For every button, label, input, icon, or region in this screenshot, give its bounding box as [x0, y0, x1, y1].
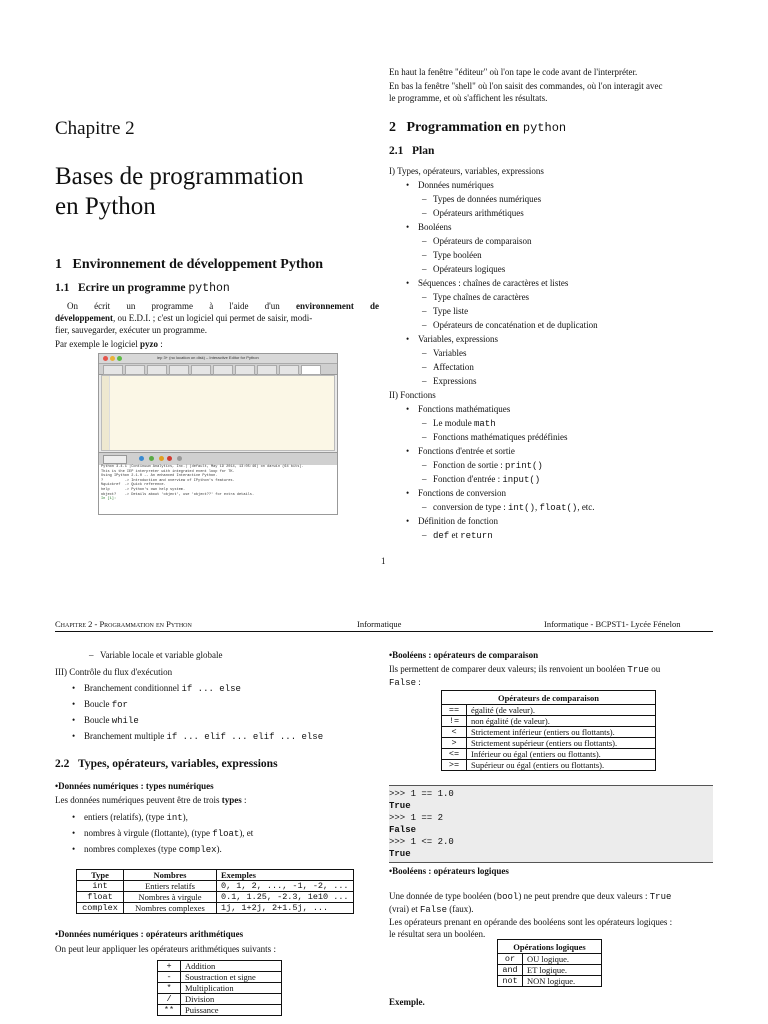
- table-row: [158, 994, 282, 1005]
- plan-item: • Définition de fonction: [418, 515, 498, 527]
- plan-item: [84, 698, 128, 711]
- type-item: [84, 827, 253, 840]
- plan-subitem: – Opérateurs de comparaison: [433, 235, 531, 247]
- code-line: >>> 1 == 2: [389, 813, 444, 823]
- table-row: [498, 954, 602, 965]
- p-text: ), et: [239, 828, 254, 838]
- running-header-center: Informatique: [357, 619, 402, 629]
- plan-item-code: while: [111, 716, 139, 726]
- intro-line-2: En bas la fenêtre "shell" où l'on saisit des commandes, où l'on interagit avec: [389, 81, 663, 91]
- table-cell: 1j, 1+2j, 2+1.5j, ...: [217, 903, 354, 914]
- shell-line: %quickref -> Quick reference.: [101, 483, 166, 488]
- pyzo-screenshot: [98, 353, 338, 515]
- table-cell: Nombres complexes: [124, 903, 217, 914]
- table-row: [158, 983, 282, 994]
- p-text: nombres à virgule (flottante), (type: [84, 828, 213, 838]
- table-cell: and: [498, 965, 523, 976]
- table-cell: /: [158, 994, 181, 1005]
- table-cell: Puissance: [181, 1005, 282, 1016]
- table-cell: Strictement supérieur (entiers ou flottants).: [467, 738, 656, 749]
- p-text: (faux).: [447, 904, 474, 914]
- section-number: 2.2: [55, 758, 70, 770]
- code-line: >>> 1 <= 2.0: [389, 837, 454, 847]
- table-cell: OU logique.: [523, 954, 602, 965]
- type-item: [84, 811, 188, 824]
- plan-item: [84, 730, 323, 743]
- code-example-comparison: [389, 785, 713, 863]
- table-header-cell: Opérateurs de comparaison: [442, 691, 656, 705]
- table-row: [77, 892, 354, 903]
- plan-subitem: – Type liste: [433, 305, 468, 317]
- arith-intro: On peut leur appliquer les opérateurs arithmétiques suivants :: [55, 944, 276, 954]
- plan-subitem: – Variables: [433, 347, 467, 359]
- code-line: False: [389, 825, 417, 835]
- table-cell: int: [77, 881, 124, 892]
- table-cell: +: [158, 961, 181, 972]
- editor-tabs: [99, 364, 337, 375]
- p-text: , ou E.D.I. ; c'est un logiciel qui permet de saisir, modi-: [113, 313, 313, 323]
- plan-subitem: [433, 459, 543, 472]
- p-text: Par exemple le logiciel: [55, 339, 140, 349]
- intro-line-1: En haut la fenêtre "éditeur" où l'on tape le code avant de l'interpréter.: [389, 67, 638, 77]
- numeric-types-intro: [55, 794, 246, 806]
- shell-line: In [1]:: [101, 497, 117, 502]
- table-cell: Multiplication: [181, 983, 282, 994]
- plan-subitem-text: Fonction d'entrée :: [433, 474, 503, 484]
- table-cell: non égalité (de valeur).: [467, 716, 656, 727]
- section-title: Environnement de développement Python: [72, 257, 324, 272]
- table-cell: Addition: [181, 961, 282, 972]
- plan-item: • Données numériques: [418, 179, 494, 191]
- stop-icon: [167, 456, 172, 461]
- plan-subitem: – Fonctions mathématiques prédéfinies: [433, 431, 567, 443]
- plan-subitem: – Types de données numériques: [433, 193, 541, 205]
- table-cell: <: [442, 727, 467, 738]
- info-icon: [139, 456, 144, 461]
- section-title: Plan: [412, 145, 435, 157]
- python-shell-tab: [103, 455, 127, 464]
- plan-item: • Fonctions mathématiques: [418, 403, 510, 415]
- plan-item: • Fonctions d'entrée et sortie: [418, 445, 515, 457]
- table-header-cell: Type: [77, 870, 124, 881]
- p-text: le résultat sera un booléen.: [389, 929, 486, 939]
- shell-line: Python 3.4.1 |Continuum Analytics, Inc.| (default, May 19 2014, 13:05:46) on darwin (64 bits).: [101, 465, 304, 469]
- numeric-types-heading: •Données numériques : types numériques: [55, 781, 214, 791]
- plan-item: • Séquences : chaînes de caractères et listes: [418, 277, 568, 289]
- editor-tab: [169, 365, 189, 375]
- p-bold: environnement de: [295, 301, 379, 311]
- p-text: Les données numériques peuvent être de trois: [55, 795, 222, 805]
- table-cell: *: [158, 983, 181, 994]
- table-cell: Supérieur ou égal (entiers ou flottants).: [467, 760, 656, 771]
- shell-line: help -> Python's own help system.: [101, 487, 186, 492]
- plan-subitem-text: Fonction de sortie :: [433, 460, 505, 470]
- table-row: [77, 903, 354, 914]
- editor-tab: [257, 365, 277, 375]
- section-2-2-heading: [55, 758, 278, 770]
- p-text: fier, sauvegarder, exécuter un programme.: [55, 325, 207, 335]
- minimize-dot-icon: [110, 356, 115, 361]
- p-text: Ils permettent de comparer deux valeurs; ils renvoient un booléen: [389, 664, 628, 674]
- arith-heading: •Données numériques : opérateurs arithmétiques: [55, 929, 244, 939]
- intro-line-3: le programme, et où s'affichent les résultats.: [389, 93, 548, 103]
- window-title: iep 3+ (no location on disk) – Interactive Editor for Python: [157, 355, 259, 360]
- chapter-title: [55, 162, 375, 222]
- section-number: 1: [55, 257, 62, 272]
- plan-item: • Fonctions de conversion: [418, 487, 506, 499]
- section-number: 2.1: [389, 145, 404, 157]
- code-line: True: [389, 849, 411, 859]
- plan-item: • Variables, expressions: [418, 333, 498, 345]
- table-cell: !=: [442, 716, 467, 727]
- p-code: True: [649, 892, 672, 902]
- editor-tab: [191, 365, 211, 375]
- section-title: Programmation en: [406, 120, 523, 135]
- plan-subitem: – Opérateurs de concaténation et de duplication: [433, 319, 598, 331]
- plan-subitem-code: math: [474, 419, 496, 429]
- table-row: [442, 716, 656, 727]
- table-cell: or: [498, 954, 523, 965]
- p-text: Les opérateurs prenant en opérande des booléens sont les opérateurs logiques :: [389, 917, 673, 927]
- table-row: [442, 738, 656, 749]
- table-header-row: [77, 870, 354, 881]
- table-cell: Inférieur ou égal (entiers ou flottants).: [467, 749, 656, 760]
- table-row: [442, 749, 656, 760]
- logic-heading: •Booléens : opérateurs logiques: [389, 866, 509, 876]
- table-cell: 0.1, 1.25, -2.3, 1e10 ...: [217, 892, 354, 903]
- p-code: complex: [178, 845, 217, 855]
- p-code: False: [419, 905, 447, 915]
- p-text: ),: [182, 812, 188, 822]
- shell-toolbar: [99, 452, 337, 465]
- arith-operators-table: [157, 960, 282, 1016]
- page-number: 1: [381, 556, 386, 566]
- section-title: Ecrire un programme: [78, 282, 189, 294]
- p-bold: développement: [55, 313, 113, 323]
- plan-part-II: II) Fonctions: [389, 390, 436, 400]
- p-text: entiers (relatifs), (type: [84, 812, 167, 822]
- numeric-types-table: [76, 869, 354, 914]
- p-text: (vrai) et: [389, 904, 420, 914]
- section-1-1-heading: [55, 282, 230, 295]
- table-cell: Entiers relatifs: [124, 881, 217, 892]
- table-cell: Division: [181, 994, 282, 1005]
- shell-output: [99, 465, 337, 514]
- pause-icon: [159, 456, 164, 461]
- section-number: 2: [389, 120, 396, 135]
- line-gutter: [102, 376, 110, 450]
- plan-part-I: I) Types, opérateurs, variables, expressions: [389, 166, 544, 176]
- p-text: On écrit un programme à l'aide d'un: [67, 301, 296, 311]
- type-item: [84, 843, 222, 856]
- plan-subitem-text: Le module: [433, 418, 474, 428]
- plan-item-code: if ... else: [181, 684, 241, 694]
- table-cell: float: [77, 892, 124, 903]
- table-header-row: [498, 940, 602, 954]
- plan-subitem-code: input(): [502, 475, 541, 485]
- code-line: True: [389, 801, 411, 811]
- code-line: >>> 1 == 1.0: [389, 789, 454, 799]
- p-text: :: [416, 677, 421, 687]
- zoom-dot-icon: [117, 356, 122, 361]
- table-cell: 0, 1, 2, ..., -1, -2, ...: [217, 881, 354, 892]
- table-cell: >=: [442, 760, 467, 771]
- plan-item-code: if ... elif ... elif ... else: [166, 732, 324, 742]
- plan-subitem-code: int(): [507, 503, 535, 513]
- table-cell: not: [498, 976, 523, 987]
- tool-icon: [177, 456, 182, 461]
- table-row: [498, 976, 602, 987]
- section-2-heading: [389, 120, 566, 136]
- table-cell: égalité (de valeur).: [467, 705, 656, 716]
- p-text: :: [241, 795, 247, 805]
- table-cell: complex: [77, 903, 124, 914]
- table-row: [77, 881, 354, 892]
- table-cell: ==: [442, 705, 467, 716]
- chapter-title-line1: Bases de programmation: [55, 163, 304, 190]
- run-icon: [149, 456, 154, 461]
- p-bold: pyzo: [139, 339, 158, 349]
- table-cell: Strictement inférieur (entiers ou flottants).: [467, 727, 656, 738]
- plan-subitem-text: , etc.: [577, 502, 595, 512]
- plan-item: [84, 682, 241, 695]
- plan-subitem: [433, 529, 493, 542]
- table-row: [158, 972, 282, 983]
- plan-subitem: [433, 501, 595, 514]
- plan-subitem: [433, 417, 496, 430]
- example-label: Exemple.: [389, 997, 425, 1007]
- section-title-code: python: [188, 282, 230, 295]
- editor-tab: [125, 365, 145, 375]
- plan-subitem-code: def: [433, 531, 450, 541]
- shell-line: object? -> Details about 'object', use 'object??' for extra details.: [101, 492, 255, 497]
- p-text: ).: [216, 844, 222, 854]
- plan-subitem-code: return: [460, 531, 493, 541]
- table-cell: Nombres à virgule: [124, 892, 217, 903]
- plan-subitem: – Type booléen: [433, 249, 482, 261]
- editor-tab: [279, 365, 299, 375]
- editor-tab-active: [301, 365, 321, 375]
- window-titlebar: [99, 354, 337, 364]
- section-2-1-heading: [389, 145, 434, 157]
- p-code: False: [389, 678, 417, 688]
- plan-subitem-code: print(): [505, 461, 543, 471]
- table-cell: ET logique.: [523, 965, 602, 976]
- plan-item-text: Boucle: [84, 715, 112, 725]
- table-row: [442, 760, 656, 771]
- plan-subitem: – Type chaînes de caractères: [433, 291, 529, 303]
- header-rule: [55, 631, 713, 632]
- plan-item: • Booléens: [418, 221, 452, 233]
- plan-part-III: III) Contrôle du flux d'exécution: [55, 667, 173, 677]
- plan-subitem: [433, 473, 540, 486]
- chapter-title-line2: en Python: [55, 193, 156, 220]
- editor-area: [101, 375, 335, 451]
- plan-subitem-text: ,: [535, 502, 540, 512]
- table-header-cell: Nombres: [124, 870, 217, 881]
- table-header-row: [442, 691, 656, 705]
- running-header-left: Chapitre 2 - Programmation en Python: [55, 619, 192, 629]
- p-code: True: [627, 665, 650, 675]
- table-cell: -: [158, 972, 181, 983]
- plan-subitem: – Affectation: [433, 361, 474, 373]
- plan-item-text: Boucle: [84, 699, 112, 709]
- plan-subitem: – Expressions: [433, 375, 477, 387]
- p-text: Une donnée de type booléen (: [389, 891, 497, 901]
- section-title-code: python: [522, 121, 567, 135]
- table-cell: NON logique.: [523, 976, 602, 987]
- plan-item: [84, 714, 139, 727]
- close-dot-icon: [103, 356, 108, 361]
- table-row: [442, 705, 656, 716]
- running-header-right: Informatique - BCPST1- Lycée Fénelon: [544, 619, 681, 629]
- table-row: [158, 1005, 282, 1016]
- p-text: :: [157, 339, 163, 349]
- p-code: int: [166, 813, 183, 823]
- p-code: float: [212, 829, 240, 839]
- plan-subitem-text: et: [449, 530, 461, 540]
- shell-line: Using IPython 2.1.0 -- An enhanced Interactive Python.: [101, 474, 218, 479]
- logic-table: [497, 939, 602, 987]
- logic-paragraph: [389, 890, 715, 940]
- plan-subitem: – Variable locale et variable globale: [100, 649, 222, 661]
- plan-subitem-code: float(): [539, 503, 578, 513]
- table-cell: >: [442, 738, 467, 749]
- shell-line: This is the IEP interpreter with integrated event loop for TK.: [101, 469, 235, 474]
- table-cell: <=: [442, 749, 467, 760]
- section-1-heading: [55, 257, 323, 273]
- section-number: 1.1: [55, 282, 70, 294]
- plan-item-text: Branchement multiple: [84, 731, 167, 741]
- table-row: [158, 961, 282, 972]
- p-code: bool: [496, 892, 519, 902]
- table-row: [498, 965, 602, 976]
- editor-tab: [235, 365, 255, 375]
- shell-line: ? -> Introduction and overview of IPython's features.: [101, 478, 235, 483]
- plan-item-text: Branchement conditionnel: [84, 683, 182, 693]
- plan-item-code: for: [111, 700, 128, 710]
- plan-subitem: – Opérateurs logiques: [433, 263, 505, 275]
- comparison-heading: •Booléens : opérateurs de comparaison: [389, 650, 539, 660]
- plan-subitem: – Opérateurs arithmétiques: [433, 207, 524, 219]
- p-text: ) ne peut prendre que deux valeurs :: [518, 891, 650, 901]
- table-header-cell: Opérations logiques: [498, 940, 602, 954]
- editor-tab: [103, 365, 123, 375]
- comparison-intro: [389, 663, 715, 689]
- table-cell: Soustraction et signe: [181, 972, 282, 983]
- section-title: Types, opérateurs, variables, expressions: [78, 758, 278, 770]
- table-header-cell: Exemples: [217, 870, 354, 881]
- editor-tab: [147, 365, 167, 375]
- plan-subitem-text: conversion de type :: [433, 502, 508, 512]
- p-bold: types: [221, 795, 242, 805]
- comparison-table: [441, 690, 656, 771]
- table-cell: **: [158, 1005, 181, 1016]
- paragraph-edi: [55, 300, 379, 350]
- table-row: [442, 727, 656, 738]
- editor-tab: [213, 365, 233, 375]
- chapter-label: Chapitre 2: [55, 118, 135, 139]
- p-text: nombres complexes (type: [84, 844, 179, 854]
- p-text: ou: [649, 664, 661, 674]
